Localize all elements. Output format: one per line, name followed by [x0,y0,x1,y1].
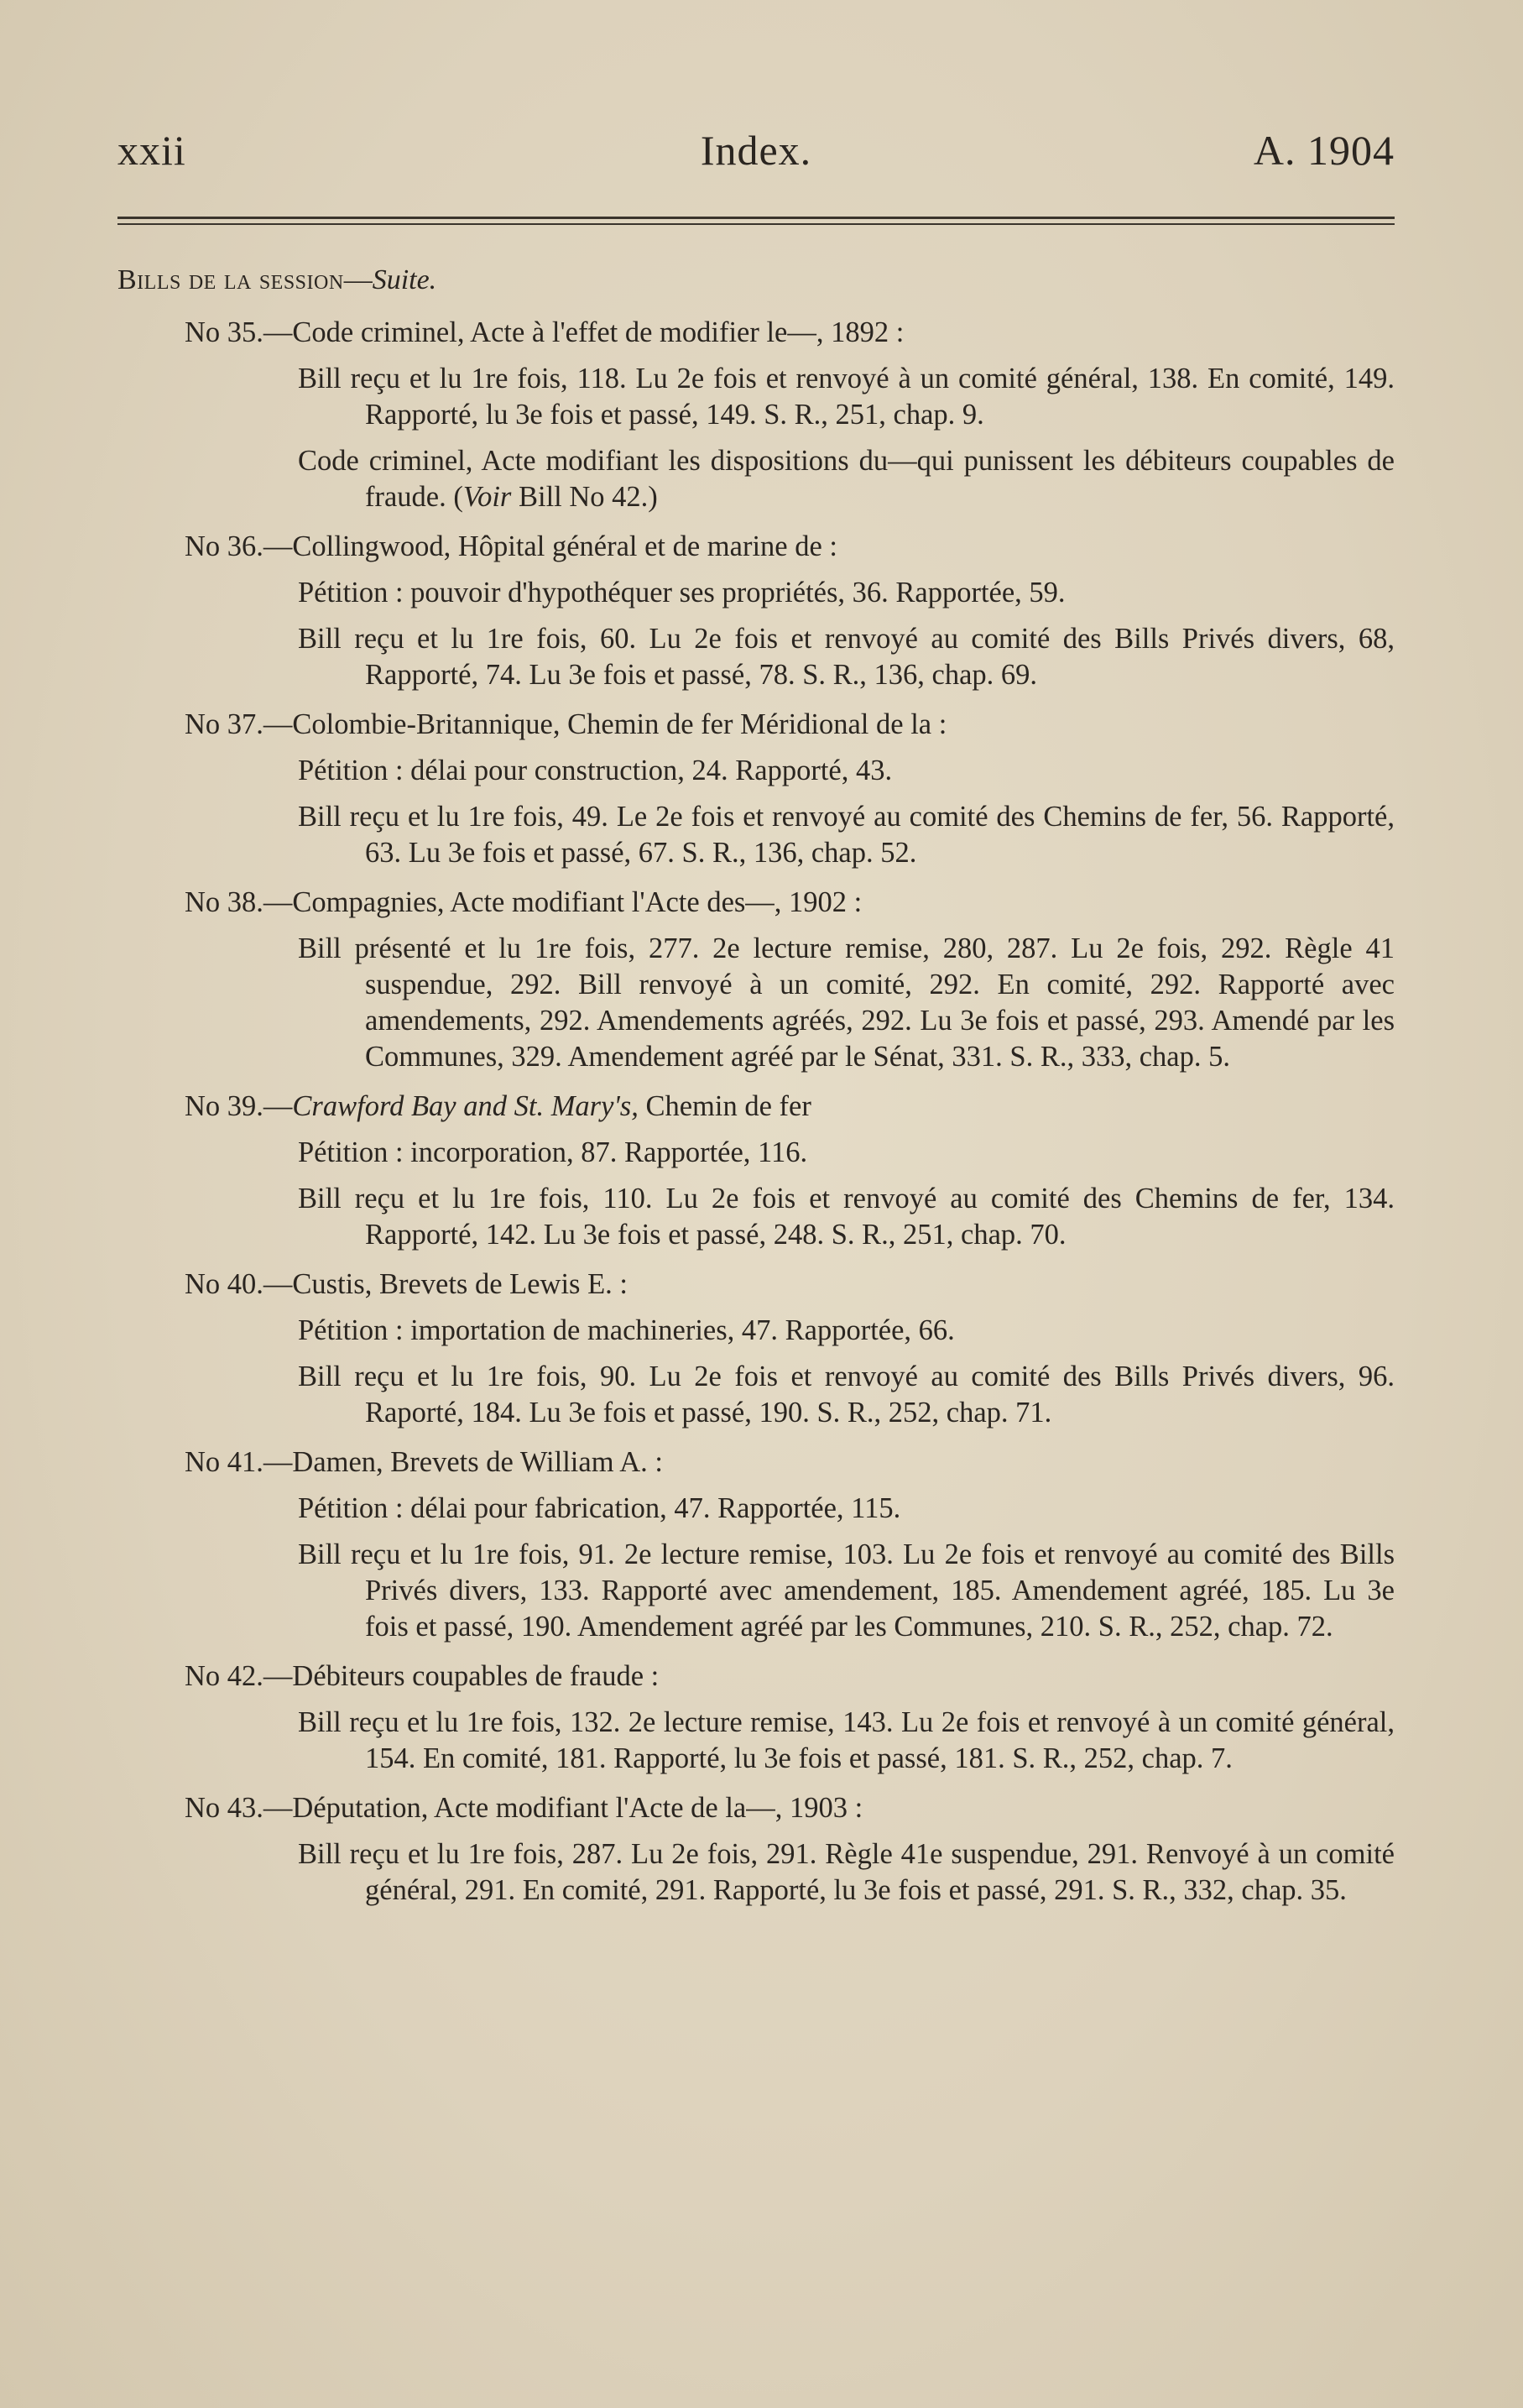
header-rule [117,217,1395,225]
entry-paragraph: Bill reçu et lu 1re fois, 287. Lu 2e fois, 291. Règle 41e suspendue, 291. Renvoyé à un comité général, 291. En comité, 291. Rapporté, lu 3e fois et passé, 291. S. R., 332, chap. 35. [298,1838,1395,1906]
entry-heading: No 42.—Débiteurs coupables de fraude : [185,1660,660,1692]
entry-paragraph: Code criminel, Acte modifiant les dispositions du—qui punissent les débiteurs coupables de fraude. (Voir Bill No 42.) [298,445,1395,513]
entry-no-43 [117,1790,1395,1909]
entry-no-39 [117,1089,1395,1253]
entry-paragraph: Bill reçu et lu 1re fois, 118. Lu 2e fois et renvoyé à un comité général, 138. En comité, 149. Rapporté, lu 3e fois et passé, 149. S. R., 251, chap. 9. [298,363,1395,431]
entry-no-37 [117,707,1395,871]
entry-no-38 [117,885,1395,1075]
entry-heading: No 40.—Custis, Brevets de Lewis E. : [185,1268,628,1300]
entry-paragraph: Pétition : délai pour fabrication, 47. Rapportée, 115. [298,1492,901,1524]
entry-heading: No 43.—Députation, Acte modifiant l'Acte de la—, 1903 : [185,1792,863,1824]
entry-heading-suffix: Chemin de fer [638,1090,811,1122]
entry-heading-prefix: No 39.— [185,1090,293,1122]
entry-heading: No 38.—Compagnies, Acte modifiant l'Acte des—, 1902 : [185,886,863,918]
entry-no-41 [117,1444,1395,1645]
entry-paragraph: Pétition : pouvoir d'hypothéquer ses propriétés, 36. Rapportée, 59. [298,577,1066,609]
running-head-suite: Suite. [372,264,437,295]
index-entries [117,315,1395,1922]
entry-paragraph: Bill reçu et lu 1re fois, 90. Lu 2e fois et renvoyé au comité des Bills Privés divers, 96. Raporté, 184. Lu 3e fois et passé, 190. S. R., 252, chap. 71. [298,1361,1395,1429]
entry-heading [117,1089,1395,1125]
running-head-title: Bills de la session [117,264,344,295]
entry-heading-italic: Crawford Bay and St. Mary's, [292,1090,639,1122]
voir-italic: Voir [462,481,512,513]
entry-paragraph: Bill reçu et lu 1re fois, 49. Le 2e fois et renvoyé au comité des Chemins de fer, 56. Rapporté, 63. Lu 3e fois et passé, 67. S. R., 136, chap. 52. [298,801,1395,869]
entry-heading: No 35.—Code criminel, Acte à l'effet de modifier le—, 1892 : [185,316,905,348]
entry-heading: No 36.—Collingwood, Hôpital général et de marine de : [185,530,837,562]
entry-paragraph: Bill reçu et lu 1re fois, 60. Lu 2e fois et renvoyé au comité des Bills Privés divers, 68, Rapporté, 74. Lu 3e fois et passé, 78. S. R., 136, chap. 69. [298,623,1395,691]
entry-paragraph: Bill présenté et lu 1re fois, 277. 2e lecture remise, 280, 287. Lu 2e fois, 292. Règle 41 suspendue, 292. Bill renvoyé à un comité, 292. En comité, 292. Rapporté avec amendements, 292. Amendements agréés, 292. Lu 3e fois et passé, 293. Amendé par les Communes, 329. Amendement agréé par le Sénat, 331. S. R., 333, chap. 5. [298,932,1395,1073]
entry-no-42 [117,1658,1395,1777]
entry-paragraph: Pétition : importation de machineries, 47. Rapportée, 66. [298,1314,955,1346]
entry-no-40 [117,1267,1395,1431]
page-number: xxii [117,127,186,174]
entry-paragraph: Pétition : délai pour construction, 24. Rapporté, 43. [298,755,893,786]
page-title: Index. [700,127,812,174]
entry-no-36 [117,529,1395,693]
running-head [117,264,436,296]
page-year: A. 1904 [1253,127,1395,174]
entry-paragraph: Pétition : incorporation, 87. Rapportée, 116. [298,1136,808,1168]
entry-heading: No 37.—Colombie-Britannique, Chemin de fer Méridional de la : [185,708,947,740]
page-header [117,126,1395,185]
entry-heading: No 41.—Damen, Brevets de William A. : [185,1446,664,1478]
entry-no-35 [117,315,1395,515]
running-head-dash: — [343,264,373,295]
entry-paragraph: Bill reçu et lu 1re fois, 132. 2e lecture remise, 143. Lu 2e fois et renvoyé à un comité général, 154. En comité, 181. Rapporté, lu 3e fois et passé, 181. S. R., 252, chap. 7. [298,1706,1395,1774]
entry-paragraph: Bill reçu et lu 1re fois, 91. 2e lecture remise, 103. Lu 2e fois et renvoyé au comité des Bills Privés divers, 133. Rapporté avec amendement, 185. Amendement agréé, 185. Lu 3e fois et passé, 190. Amendement agréé par les Communes, 210. S. R., 252, chap. 72. [298,1538,1395,1643]
entry-paragraph: Bill reçu et lu 1re fois, 110. Lu 2e fois et renvoyé au comité des Chemins de fer, 134. Rapporté, 142. Lu 3e fois et passé, 248. S. R., 251, chap. 70. [298,1183,1395,1251]
